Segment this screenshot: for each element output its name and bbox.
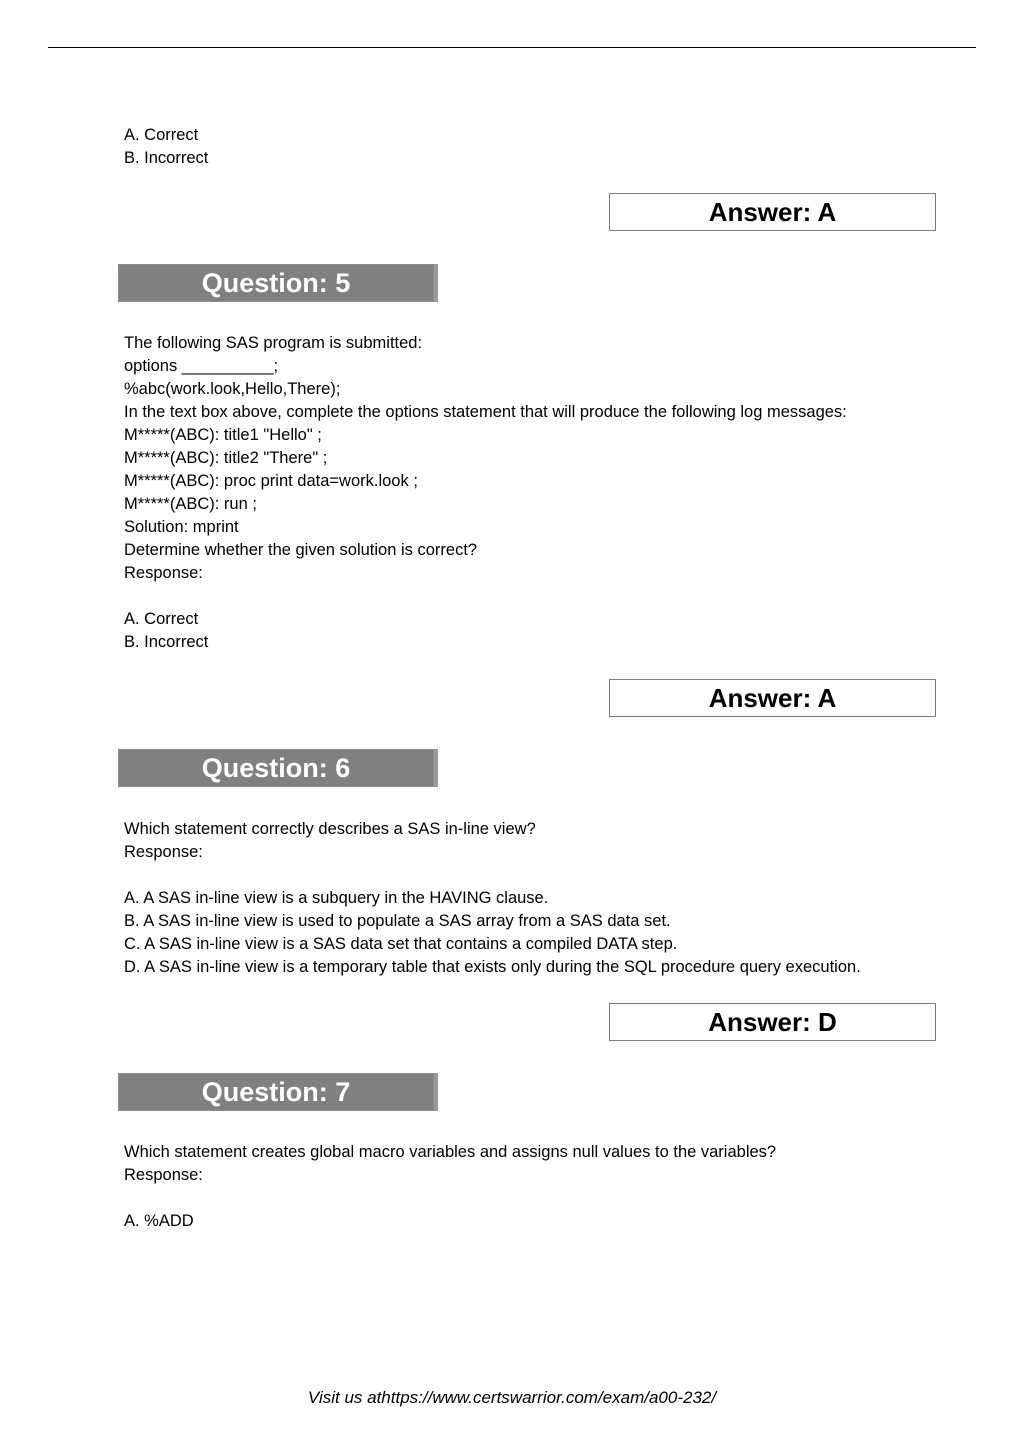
q7-option-a: A. %ADD <box>124 1212 194 1230</box>
q5-line: %abc(work.look,Hello,There); <box>124 380 341 398</box>
q6-option-b: B. A SAS in-line view is used to populate a SAS array from a SAS data set. <box>124 912 671 930</box>
q5-option-b: B. Incorrect <box>124 633 209 651</box>
q7-line: Which statement creates global macro variables and assigns null values to the variables? <box>124 1143 777 1161</box>
q5-line: options __________; <box>124 357 279 375</box>
q5-line: M*****(ABC): title1 "Hello" ; <box>124 426 322 444</box>
q5-line: In the text box above, complete the options statement that will produce the following log messages: <box>124 403 847 421</box>
q5-option-a: A. Correct <box>124 610 199 628</box>
q5-line: Response: <box>124 564 203 582</box>
q5-line: M*****(ABC): title2 "There" ; <box>124 449 328 467</box>
q5-line: The following SAS program is submitted: <box>124 334 423 352</box>
q7-title-banner: Question: 7 <box>118 1073 438 1111</box>
q7-line: Response: <box>124 1166 203 1184</box>
q5-line: Determine whether the given solution is correct? <box>124 541 478 559</box>
q6-body <box>124 818 861 979</box>
footer-visit-link[interactable]: Visit us athttps://www.certswarrior.com/exam/a00-232/ <box>307 1388 717 1407</box>
q6-option-d: D. A SAS in-line view is a temporary table that exists only during the SQL procedure query execution. <box>124 958 861 976</box>
q4-option-b: B. Incorrect <box>124 149 209 167</box>
q5-line: M*****(ABC): proc print data=work.look ; <box>124 472 418 490</box>
spacer <box>124 1187 776 1210</box>
q7-body <box>124 1141 776 1233</box>
spacer <box>124 864 861 887</box>
q4-option-a: A. Correct <box>124 126 199 144</box>
q6-line: Response: <box>124 843 203 861</box>
q6-answer-box: Answer: D <box>609 1003 936 1041</box>
q4-options <box>124 124 208 170</box>
q5-line: Solution: mprint <box>124 518 239 536</box>
q6-line: Which statement correctly describes a SAS in-line view? <box>124 820 536 838</box>
q6-option-c: C. A SAS in-line view is a SAS data set that contains a compiled DATA step. <box>124 935 678 953</box>
q4-answer-box: Answer: A <box>609 193 936 231</box>
q5-body <box>124 332 847 654</box>
header-rule <box>48 47 976 48</box>
q5-line: M*****(ABC): run ; <box>124 495 257 513</box>
spacer <box>124 585 847 608</box>
q6-title-banner: Question: 6 <box>118 749 438 787</box>
q5-answer-box: Answer: A <box>609 679 936 717</box>
q5-title-banner: Question: 5 <box>118 264 438 302</box>
q6-option-a: A. A SAS in-line view is a subquery in the HAVING clause. <box>124 889 549 907</box>
